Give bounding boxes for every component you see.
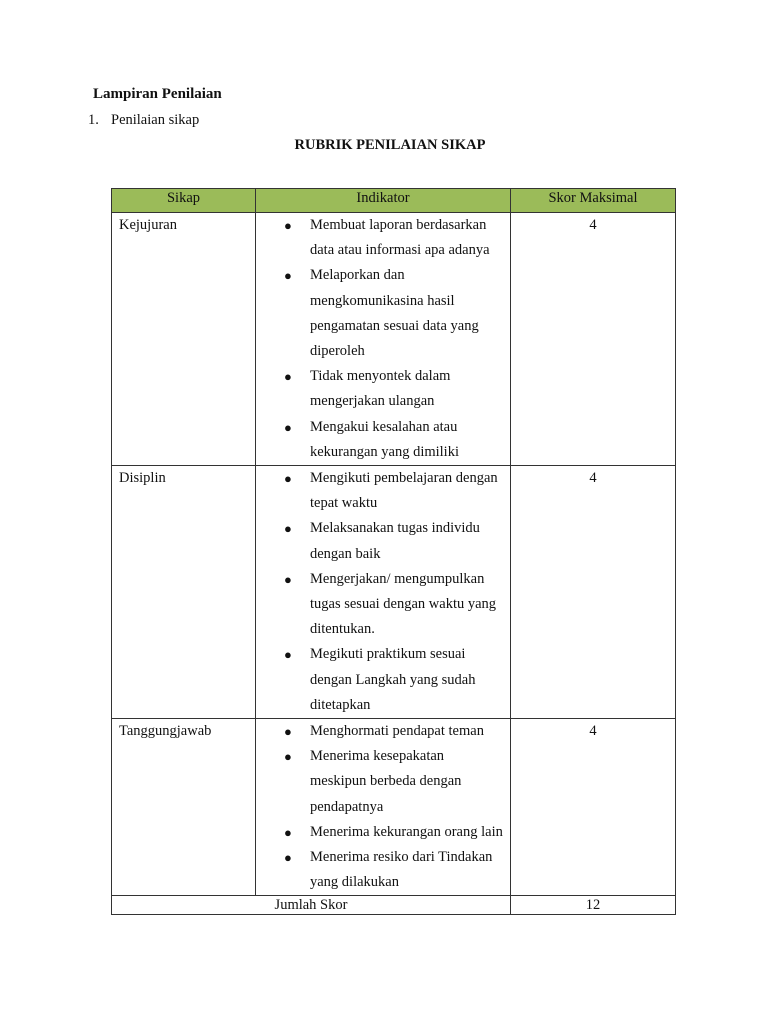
indikator-list	[256, 466, 510, 718]
header-sikap: Sikap	[112, 189, 256, 213]
list-item	[256, 719, 504, 744]
table-row	[112, 213, 676, 466]
section-number: 1.	[88, 112, 99, 128]
indikator-text: Menerima kesepakatan meskipun berbeda dengan pendapatnya	[310, 748, 462, 815]
list-item	[256, 567, 504, 643]
skor-cell: 4	[511, 213, 676, 466]
indikator-text: Menerima kekurangan orang lain	[310, 823, 503, 840]
list-item	[256, 213, 504, 263]
bullet-icon: ●	[284, 471, 292, 487]
bullet-icon: ●	[284, 724, 292, 740]
skor-cell: 4	[511, 719, 676, 896]
skor-cell: 4	[511, 466, 676, 719]
sikap-cell: Tanggungjawab	[112, 719, 256, 896]
total-label: Jumlah Skor	[112, 896, 511, 915]
bullet-icon: ●	[284, 268, 292, 284]
bullet-icon: ●	[284, 218, 292, 233]
list-item	[256, 263, 504, 364]
list-item	[256, 364, 504, 414]
list-item	[256, 642, 504, 718]
indikator-list	[256, 213, 510, 465]
indikator-text: Menghormati pendapat teman	[310, 723, 484, 740]
bullet-icon: ●	[284, 521, 292, 537]
indikator-text: Menerima resiko dari Tindakan yang dilakukan	[310, 849, 493, 891]
bullet-icon: ●	[284, 850, 292, 866]
bullet-icon: ●	[284, 647, 292, 663]
indikator-text: Melaporkan dan mengkomunikasina hasil pengamatan sesuai data yang diperoleh	[310, 267, 479, 360]
sikap-cell: Disiplin	[112, 466, 256, 719]
indikator-text: Membuat laporan berdasarkan data atau informasi apa adanya	[310, 217, 490, 259]
indikator-text: Melaksanakan tugas individu dengan baik	[310, 520, 480, 562]
header-indikator: Indikator	[256, 189, 511, 213]
list-item	[256, 845, 504, 895]
indikator-cell	[256, 466, 511, 719]
total-row	[112, 896, 676, 915]
indikator-text: Mengikuti pembelajaran dengan tepat waktu	[310, 470, 498, 512]
section-item	[88, 112, 199, 129]
list-item	[256, 466, 504, 516]
indikator-cell	[256, 719, 511, 896]
section-label: Penilaian sikap	[111, 112, 200, 128]
rubric-title: RUBRIK PENILAIAN SIKAP	[294, 137, 486, 153]
table-header-row	[112, 189, 676, 213]
list-item	[256, 820, 504, 845]
indikator-cell	[256, 213, 511, 466]
bullet-icon: ●	[284, 824, 292, 840]
indikator-list	[256, 719, 510, 895]
bullet-icon: ●	[284, 749, 292, 765]
sikap-cell: Kejujuran	[112, 213, 256, 466]
bullet-icon: ●	[284, 571, 292, 587]
header-skor-maksimal: Skor Maksimal	[511, 189, 676, 213]
appendix-heading: Lampiran Penilaian	[93, 86, 222, 102]
bullet-icon: ●	[284, 419, 292, 435]
list-item	[256, 744, 504, 820]
indikator-text: Mengerjakan/ mengumpulkan tugas sesuai dengan waktu yang ditentukan.	[310, 570, 497, 638]
indikator-text: Tidak menyontek dalam mengerjakan ulangan	[310, 368, 451, 410]
indikator-text: Megikuti praktikum sesuai dengan Langkah yang sudah ditetapkan	[310, 646, 476, 713]
rubric-table	[111, 188, 676, 915]
bullet-icon: ●	[284, 369, 292, 385]
list-item	[256, 415, 504, 465]
list-item	[256, 516, 504, 566]
total-value: 12	[511, 896, 676, 915]
indikator-text: Mengakui kesalahan atau kekurangan yang dimiliki	[310, 418, 459, 460]
table-row	[112, 719, 676, 896]
table-row	[112, 466, 676, 719]
